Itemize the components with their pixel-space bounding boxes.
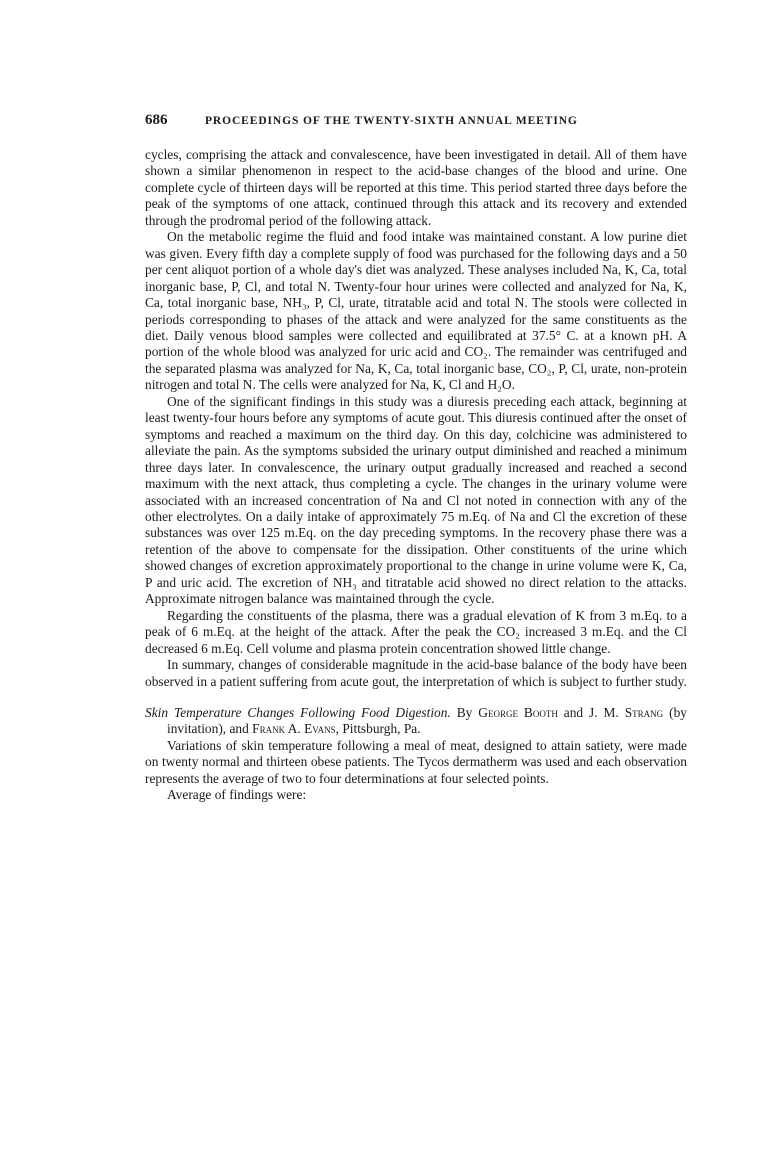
paragraph-cycles: cycles, comprising the attack and convalescence, have been investigated in detail. All of them have shown a similar phenomenon in respect to the acid-base changes of the blood and urine. One complete cycle of thirteen days will be reported at this time. This period started three days before the peak of the symptoms of one attack, continued through this attack and its recovery and extended through the prodromal period of the following attack. (145, 147, 687, 228)
paragraph-metabolic-regime: On the metabolic regime the fluid and food intake was maintained constant. A low purine diet was given. Every fifth day a complete supply of food was purchased for the following days and a 50 per cent aliquot portion of a whole day's diet was analyzed. These analyses included Na, K, Ca, total inorganic base, P, Cl, and total N. Twenty-four hour urines were collected and analyzed for Na, K, Ca, total inorganic base, NH₃, P, Cl, urate, titratable acid and total N. The stools were collected in periods corresponding to phases of the attack and were analyzed for the same constituents as the diet. Daily venous blood samples were collected and equilibrated at 37.5° C. at a known pH. A portion of the whole blood was analyzed for uric acid and CO₂. The remainder was centrifuged and the separated plasma was analyzed for Na, K, Ca, total inorganic base, CO₂, P, Cl, urate, non-protein nitrogen and total N. The cells were analyzed for Na, K, Cl and H₂O. (145, 229, 687, 393)
author-list: and J. M. Strang (by invitation), and Frank A. Evans, Pittsburgh, Pa. (167, 704, 687, 737)
journal-page (145, 112, 687, 804)
paragraph-average-findings: Average of findings were: (167, 787, 307, 803)
paragraph-diuresis-findings: One of the significant findings in this study was a diuresis preceding each attack, beginning at least twenty-four hours before any symptoms of acute gout. This diuresis continued after the onset of symptoms and reached a maximum on the third day. On this day, colchicine was administered to alleviate the pain. As the symptoms subsided the urinary output diminished and reached a minimum three days later. In convalescence, the urinary output gradually increased and reached a second maximum with the next attack, thus completing a cycle. The changes in the urinary volume were associated with an increased concentration of Na and Cl not noted in connection with any of the other electrolytes. On a daily intake of approximately 75 m.Eq. of Na and Cl the excretion of these substances was over 125 m.Eq. on the day preceding symptoms. In the recovery phase there was a retention of the above to compensate for the dissipation. Other constituents of the urine which showed changes of excretion approximately proportional to the change in urine volume were K, Ca, P and uric acid. The excretion of NH₃ and titratable acid showed no direct relation to the attacks. Approximate nitrogen balance was maintained through the cycle. (145, 393, 687, 607)
paragraph-plasma-constituents: Regarding the constituents of the plasma, there was a gradual elevation of K from 3 m.Eq. to a peak of 6 m.Eq. at the height of the attack. After the peak the CO₂ increased 3 m.Eq. and the Cl decreased 6 m.Eq. Cell volume and plasma protein concentration showed little change. (145, 607, 687, 656)
article-title: Skin Temperature Changes Following Food Digestion. (145, 704, 451, 720)
author-name: George Booth (478, 704, 558, 720)
running-head: PROCEEDINGS OF THE TWENTY-SIXTH ANNUAL MEETING (205, 115, 578, 127)
paragraph-variations: Variations of skin temperature following a meal of meat, designed to attain satiety, were made on twenty normal and thirteen obese patients. The Tycos dermatherm was used and each observation represents the average of two to four determinations at four selected points. (145, 737, 687, 786)
article-heading (145, 705, 687, 738)
page-number: 686 (145, 112, 168, 128)
body-text (145, 147, 687, 804)
page-header (145, 112, 687, 134)
article-skin-temperature (145, 705, 687, 804)
byline-prefix: By (456, 704, 473, 720)
paragraph-summary: In summary, changes of considerable magnitude in the acid-base balance of the body have been observed in a patient suffering from acute gout, the interpretation of which is subject to further study. (145, 657, 687, 689)
